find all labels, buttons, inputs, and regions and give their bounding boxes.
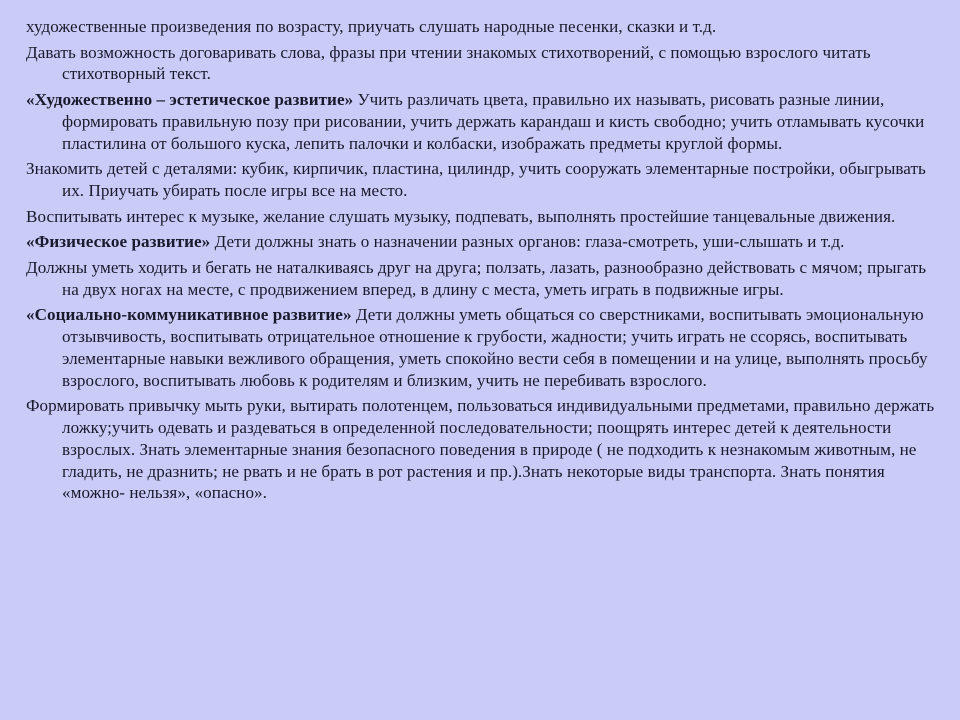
paragraph-social-development bbox=[26, 304, 938, 391]
paragraph-text: Дети должны уметь общаться со сверстниками, воспитывать эмоциональную отзывчивость, воспитывать отрицательное отношение к грубости, жадности; учить играть не ссорясь, воспитывать элементарные навыки вежливого обращения, уметь спокойно вести себя в помещении и на улице, выполнять просьбу взрослого, воспитывать любовь к родителям и близким, учить не перебивать взрослого. bbox=[62, 305, 928, 390]
paragraph-text: художественные произведения по возрасту, приучать слушать народные песенки, сказки и т.д. bbox=[26, 17, 717, 36]
section-heading-social: «Социально-коммуникативное развитие» bbox=[26, 305, 352, 325]
paragraph-text: Дети должны знать о назначении разных органов: глаза-смотреть, уши-слышать и т.д. bbox=[210, 232, 845, 252]
paragraph-text: Давать возможность договаривать слова, фразы при чтении знакомых стихотворений, с помощью взрослого читать стихотворный текст. bbox=[26, 42, 871, 84]
paragraph-text: Формировать привычку мыть руки, вытирать полотенцем, пользоваться индивидуальными предметами, правильно держать ложку;учить одевать и раздеваться в определенной последовательности; поощрять интерес детей к деятельности взрослых. Знать элементарные знания безопасного поведения в природе ( не подходить к незнакомым животным, не гладить, не дразнить; не рвать и не брать в рот растения и пр.).Знать некоторые виды транспорта. Знать понятия «можно- нельзя», «опасно». bbox=[26, 396, 935, 503]
paragraph-movement-skills bbox=[26, 257, 938, 301]
paragraph-text: Знакомить детей с деталями: кубик, кирпичик, пластина, цилиндр, учить сооружать элементарные постройки, обыгрывать их. Приучать убирать после игры все на место. bbox=[26, 159, 926, 200]
paragraph-text: Воспитывать интерес к музыке, желание слушать музыку, подпевать, выполнять простейшие танцевальные движения. bbox=[26, 206, 896, 226]
paragraph-text: Должны уметь ходить и бегать не наталкиваясь друг на друга; ползать, лазать, разнообразно действовать с мячом; прыгать на двух ногах на месте, с продвижением вперед, в длину с места, уметь играть в подвижные игры. bbox=[26, 257, 927, 299]
paragraph-artistic-development bbox=[26, 89, 938, 154]
paragraph-music bbox=[26, 206, 938, 228]
section-heading-artistic: «Художественно – эстетическое развитие» bbox=[26, 89, 354, 109]
paragraph-physical-development bbox=[26, 231, 938, 253]
section-heading-physical: «Физическое развитие» bbox=[26, 232, 211, 252]
paragraph-hygiene-safety bbox=[26, 395, 938, 504]
paragraph-poetry bbox=[26, 42, 938, 86]
paragraph-text: Учить различать цвета, правильно их называть, рисовать разные линии, формировать правильную позу при рисовании, учить держать карандаш и кисть свободно; учить отламывать кусочки пластилина от большого куска, лепить палочки и колбаски, изображать предметы круглой формы. bbox=[62, 89, 925, 153]
paragraph-construction bbox=[26, 158, 938, 202]
paragraph-literature-continuation bbox=[26, 16, 938, 38]
